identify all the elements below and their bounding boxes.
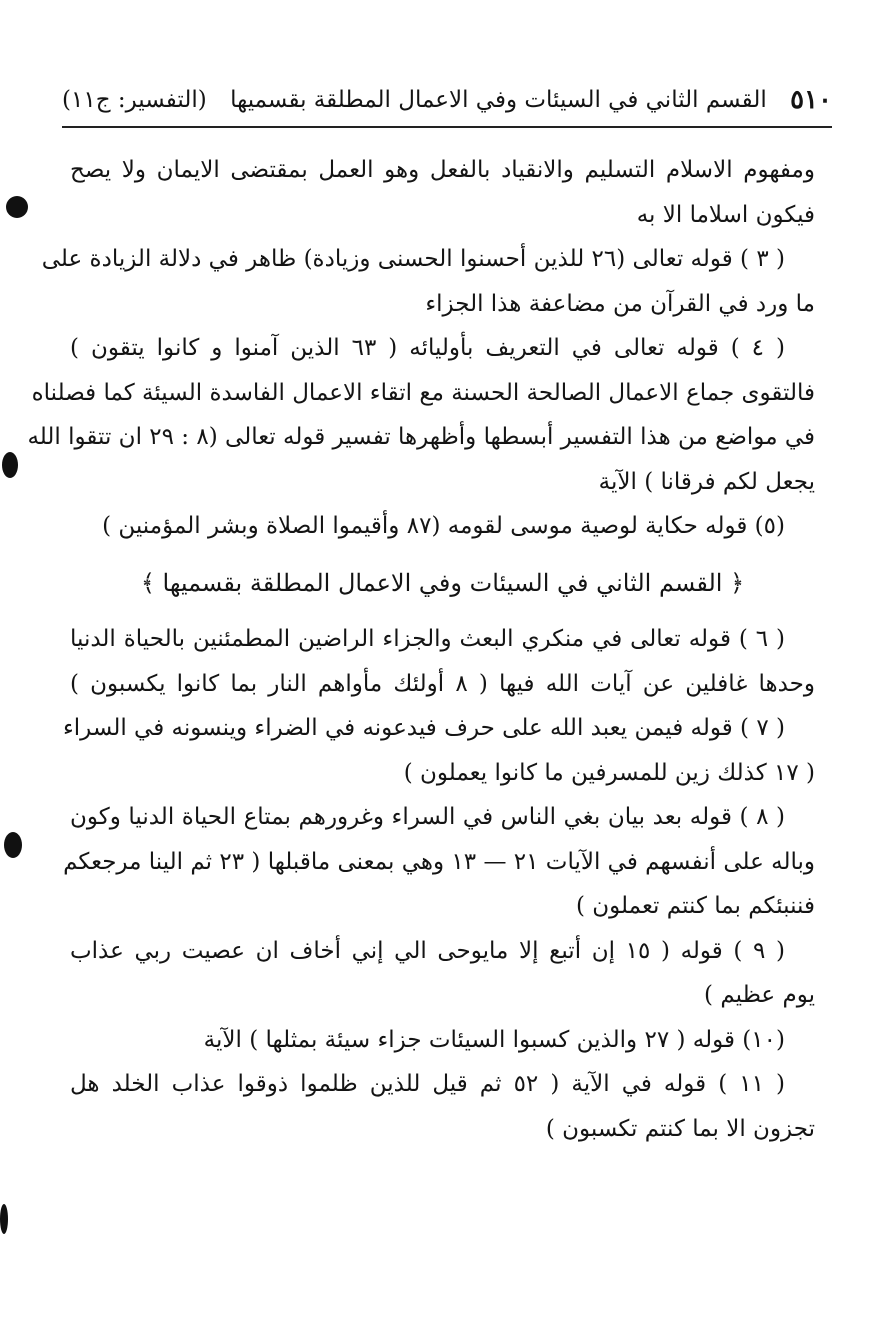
text-line-17: فننبئكم بما كنتم تعملون ) xyxy=(575,893,815,919)
text-line-18: ( ٩ ) قوله ( ١٥ إن أتبع إلا مايوحى الي إني أخاف ان عصيت ربي عذاب xyxy=(70,937,785,964)
text-line-13: ( ٧ ) قوله فيمن يعبد الله على حرف فيدعونه في الضراء وينسونه في السراء xyxy=(62,715,785,741)
text-line-2: فيكون اسلاما الا به xyxy=(636,201,815,228)
text-line-9: (٥) قوله حكاية لوصية موسى لقومه (٨٧ وأقيموا الصلاة وبشر المؤمنين ) xyxy=(102,513,785,539)
scan-blot-1 xyxy=(6,196,28,218)
text-line-8: يجعل لكم فرقانا ) الآية xyxy=(598,468,815,495)
text-line-21: ( ١١ ) قوله في الآية ( ٥٢ ثم قيل للذين ظلموا ذوقوا عذاب الخلد هل xyxy=(70,1071,785,1097)
text-line-5: ( ٤ ) قوله تعالى في التعريف بأوليائه ( ٦٣ الذين آمنوا و كانوا يتقون ) xyxy=(70,335,785,361)
text-line-1: ومفهوم الاسلام التسليم والانقياد بالفعل وهو العمل بمقتضى الايمان ولا يصح xyxy=(70,157,815,183)
text-line-12: وحدها غافلين عن آيات الله فيها ( ٨ أولئك مأواهم النار بما كانوا يكسبون ) xyxy=(70,670,815,697)
text-line-6: فالتقوى جماع الاعمال الصالحة الحسنة مع اتقاء الاعمال الفاسدة السيئة كما فصلناه xyxy=(31,379,815,406)
text-line-7: في مواضع من هذا التفسير أبسطها وأظهرها تفسير قوله تعالى (٨ : ٢٩ ان تتقوا الله xyxy=(27,424,815,450)
text-line-14: ( ١٧ كذلك زين للمسرفين ما كانوا يعملون ) xyxy=(403,759,815,786)
scan-blot-2 xyxy=(2,452,18,478)
text-line-4: ما ورد في القرآن من مضاعفة هذا الجزاء xyxy=(425,290,815,317)
section-heading: ﴿ القسم الثاني في السيئات وفي الاعمال المطلقة بقسميها ﴾ xyxy=(140,568,745,597)
page-header xyxy=(62,80,832,128)
page-body xyxy=(27,148,815,1151)
text-line-19: يوم عظيم ) xyxy=(704,982,815,1008)
page-number: ٥١٠ xyxy=(790,85,832,115)
running-reference: (التفسير: ج١١) xyxy=(62,87,207,113)
text-line-16: وباله على أنفسهم في الآيات ٢١ — ١٣ وهي بمعنى ماقبلها ( ٢٣ ثم الينا مرجعكم xyxy=(63,848,815,875)
scan-blot-3 xyxy=(4,832,22,858)
text-line-15: ( ٨ ) قوله بعد بيان بغي الناس في السراء وغرورهم بمتاع الحياة الدنيا وكون xyxy=(70,804,785,830)
text-line-22: تجزون الا بما كنتم تكسبون ) xyxy=(545,1115,815,1142)
running-title: القسم الثاني في السيئات وفي الاعمال المطلقة بقسميها xyxy=(230,87,767,113)
text-line-3: ( ٣ ) قوله تعالى (٢٦ للذين أحسنوا الحسنى وزيادة) ظاهر في دلالة الزيادة على xyxy=(41,246,785,272)
text-line-11: ( ٦ ) قوله تعالى في منكري البعث والجزاء الراضين المطمئنين بالحياة الدنيا xyxy=(70,626,785,652)
scan-blot-4 xyxy=(0,1204,8,1234)
text-line-20: (١٠) قوله ( ٢٧ والذين كسبوا السيئات جزاء سيئة بمثلها ) الآية xyxy=(203,1026,785,1053)
